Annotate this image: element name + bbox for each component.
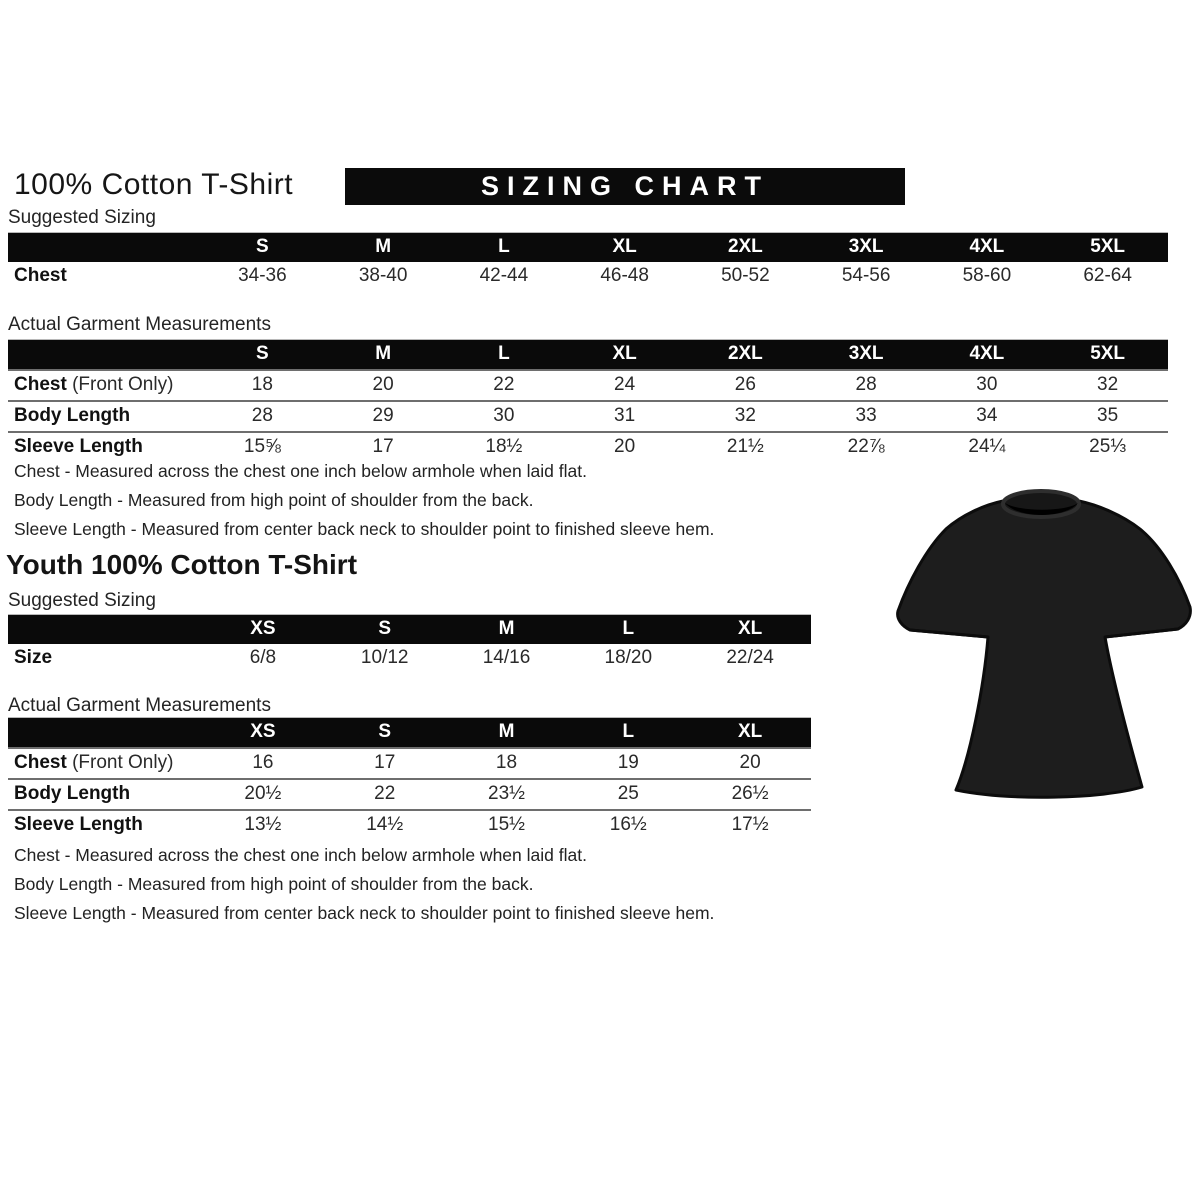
- row-label-cell: [8, 644, 202, 673]
- cell-value: 50-52: [721, 265, 770, 286]
- adult-suggested-sizing-table: [8, 232, 1168, 291]
- cell-value: 32: [1047, 370, 1168, 401]
- row-label: Sleeve Length: [14, 436, 143, 457]
- sizing-chart-banner-label: SIZING CHART: [481, 171, 769, 201]
- cell-value: 20: [689, 748, 811, 779]
- youth-suggested-sizing-heading: Suggested Sizing: [8, 590, 156, 611]
- note-body-length: Body Length - Measured from high point of shoulder from the back.: [14, 490, 534, 510]
- cell-value: 26: [685, 370, 806, 401]
- cell-value: 38-40: [358, 265, 408, 286]
- header-spacer-cell: [8, 233, 202, 263]
- row-label-suffix: (Front Only): [66, 374, 174, 395]
- size-col-header-xl: XL: [689, 718, 811, 749]
- cell-value: 20½: [202, 779, 324, 810]
- cell-value: 25: [567, 779, 689, 810]
- size-col-header-s: S: [202, 233, 323, 263]
- header-spacer-cell: [8, 340, 202, 371]
- adult-chest-range-row: [8, 262, 1168, 291]
- row-label: Body Length: [14, 783, 131, 804]
- row-label: Chest: [14, 265, 67, 286]
- size-col-header-m: M: [446, 615, 568, 645]
- header-spacer-cell: [8, 718, 202, 749]
- row-label-cell: [8, 779, 202, 810]
- cell-value: 17: [323, 432, 444, 462]
- cell-value: 29: [323, 401, 444, 432]
- size-col-header-m: M: [446, 718, 568, 749]
- cell-value: 18: [202, 370, 323, 401]
- row-label: Chest: [14, 752, 67, 773]
- adult-suggested-header-row: [8, 233, 1168, 263]
- size-col-header-4xl: 4XL: [927, 233, 1048, 263]
- cell-value: 19: [567, 748, 689, 779]
- cell-value: 28: [202, 401, 323, 432]
- size-col-header-m: M: [323, 233, 444, 263]
- cell-value: 25⅓: [1047, 432, 1168, 462]
- row-label: Body Length: [14, 405, 131, 426]
- cell-value: 18: [446, 748, 568, 779]
- cell-value: 22: [444, 370, 565, 401]
- youth-actual-measurements-heading: Actual Garment Measurements: [8, 695, 271, 716]
- cell-value: 33: [806, 401, 927, 432]
- row-label-cell: [8, 370, 202, 401]
- cell-value: 18½: [444, 432, 565, 462]
- cell-value: 62-64: [1083, 265, 1132, 286]
- row-label-cell: [8, 262, 202, 291]
- adult-suggested-sizing-heading: Suggested Sizing: [8, 207, 156, 228]
- youth-section-title: Youth 100% Cotton T-Shirt: [6, 549, 358, 580]
- youth-sleeve-length-row: [8, 810, 811, 840]
- size-col-header-xs: XS: [202, 718, 324, 749]
- row-label-cell: [8, 748, 202, 779]
- cell-value: 32: [685, 401, 806, 432]
- note-chest: Chest - Measured across the chest one inch below armhole when laid flat.: [14, 845, 587, 865]
- row-label: Chest: [14, 374, 67, 395]
- youth-actual-measurements-table: [8, 717, 811, 840]
- black-tshirt-graphic: [890, 487, 1198, 809]
- size-col-header-2xl: 2XL: [685, 340, 806, 371]
- cell-value: 21½: [685, 432, 806, 462]
- size-col-header-l: L: [444, 233, 565, 263]
- row-label: Size: [14, 647, 53, 668]
- adult-actual-header-row: [8, 340, 1168, 371]
- cell-value: 20: [564, 432, 685, 462]
- tshirt-image: [890, 487, 1198, 809]
- adult-measurement-notes: [14, 457, 714, 544]
- youth-size-row: [8, 644, 811, 673]
- size-col-header-l: L: [567, 718, 689, 749]
- note-sleeve-length: Sleeve Length - Measured from center back neck to shoulder point to finished sleeve hem.: [14, 903, 715, 923]
- note-sleeve-length: Sleeve Length - Measured from center back neck to shoulder point to finished sleeve hem.: [14, 519, 715, 539]
- cell-value: 35: [1047, 401, 1168, 432]
- size-col-header-2xl: 2XL: [685, 233, 806, 263]
- youth-chest-row: [8, 748, 811, 779]
- row-label-suffix: (Front Only): [66, 752, 174, 773]
- adult-actual-measurements-table: [8, 339, 1168, 462]
- cell-value: 31: [564, 401, 685, 432]
- cell-value: 24¼: [927, 432, 1048, 462]
- cell-value: 14/16: [482, 647, 531, 668]
- size-col-header-l: L: [567, 615, 689, 645]
- cell-value: 23½: [446, 779, 568, 810]
- cell-value: 22: [324, 779, 446, 810]
- size-col-header-m: M: [323, 340, 444, 371]
- row-label-cell: [8, 401, 202, 432]
- page-title: 100% Cotton T-Shirt: [14, 168, 294, 201]
- cell-value: 20: [323, 370, 444, 401]
- cell-value: 10/12: [360, 647, 409, 668]
- cell-value: 6/8: [249, 647, 277, 668]
- cell-value: 24: [564, 370, 685, 401]
- cell-value: 18/20: [604, 647, 653, 668]
- tshirt-body: [898, 501, 1191, 797]
- cell-value: 15½: [446, 810, 568, 840]
- size-col-header-5xl: 5XL: [1047, 233, 1168, 263]
- cell-value: 16: [202, 748, 324, 779]
- size-col-header-s: S: [324, 718, 446, 749]
- size-col-header-s: S: [202, 340, 323, 371]
- adult-chest-row: [8, 370, 1168, 401]
- size-col-header-s: S: [324, 615, 446, 645]
- cell-value: 22⅞: [806, 432, 927, 462]
- cell-value: 58-60: [962, 265, 1012, 286]
- cell-value: 46-48: [600, 265, 649, 286]
- cell-value: 16½: [567, 810, 689, 840]
- adult-actual-measurements-heading: Actual Garment Measurements: [8, 314, 271, 335]
- cell-value: 17: [324, 748, 446, 779]
- size-col-header-4xl: 4XL: [927, 340, 1048, 371]
- cell-value: 28: [806, 370, 927, 401]
- note-body-length: Body Length - Measured from high point of shoulder from the back.: [14, 874, 534, 894]
- size-col-header-xs: XS: [202, 615, 324, 645]
- adult-body-length-row: [8, 401, 1168, 432]
- cell-value: 34-36: [238, 265, 287, 286]
- size-col-header-3xl: 3XL: [806, 233, 927, 263]
- size-col-header-l: L: [444, 340, 565, 371]
- cell-value: 22/24: [726, 647, 774, 668]
- cell-value: 34: [927, 401, 1048, 432]
- cell-value: 15⅝: [202, 432, 323, 462]
- row-label-cell: [8, 810, 202, 840]
- youth-suggested-sizing-table: [8, 614, 811, 673]
- size-col-header-xl: XL: [564, 340, 685, 371]
- cell-value: 13½: [202, 810, 324, 840]
- cell-value: 26½: [689, 779, 811, 810]
- size-col-header-3xl: 3XL: [806, 340, 927, 371]
- size-col-header-xl: XL: [689, 615, 811, 645]
- youth-actual-header-row: [8, 718, 811, 749]
- size-col-header-xl: XL: [564, 233, 685, 263]
- cell-value: 54-56: [841, 265, 891, 286]
- cell-value: 17½: [689, 810, 811, 840]
- row-label: Sleeve Length: [14, 814, 143, 835]
- cell-value: 30: [444, 401, 565, 432]
- cell-value: 42-44: [479, 265, 529, 286]
- sizing-chart-banner: [345, 168, 905, 205]
- youth-suggested-header-row: [8, 615, 811, 645]
- cell-value: 30: [927, 370, 1048, 401]
- note-chest: Chest - Measured across the chest one inch below armhole when laid flat.: [14, 461, 587, 481]
- youth-body-length-row: [8, 779, 811, 810]
- cell-value: 14½: [324, 810, 446, 840]
- size-col-header-5xl: 5XL: [1047, 340, 1168, 371]
- youth-measurement-notes: [14, 841, 714, 928]
- header-spacer-cell: [8, 615, 202, 645]
